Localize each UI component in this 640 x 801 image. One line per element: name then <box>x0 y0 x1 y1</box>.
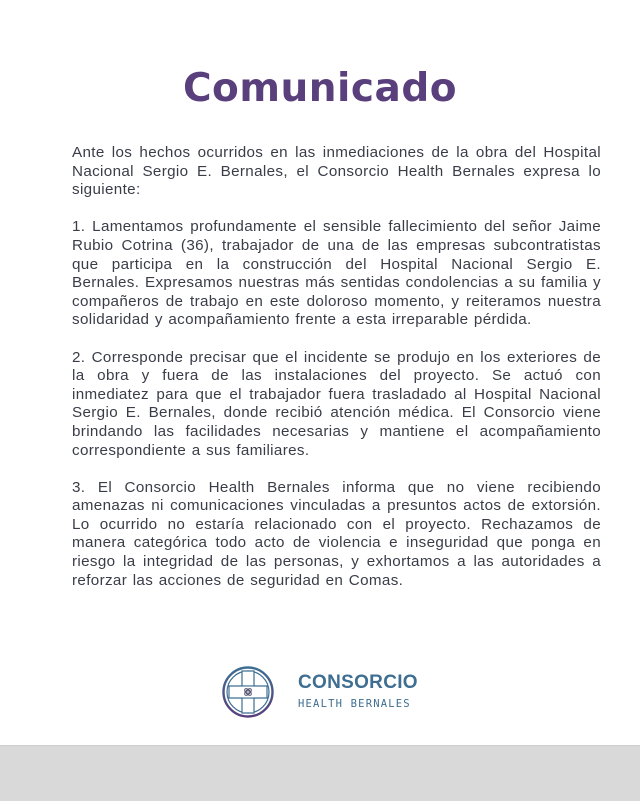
point-3-paragraph: 3. El Consorcio Health Bernales informa que no viene recibiendo amenazas ni comunicaciones vinculadas a presuntos actos de extorsión. Lo ocurrido no estaría relacionado con el proyecto. Rechazamos de manera categórica todo acto de violencia e inseguridad que ponga en riesgo la integridad de las personas, y exhortamos a las autoridades a reforzar las acciones de seguridad en Comas. <box>72 478 601 589</box>
intro-paragraph: Ante los hechos ocurridos en las inmediaciones de la obra del Hospital Nacional Sergio E. Bernales, el Consorcio Health Bernales expresa lo siguiente: <box>72 144 601 199</box>
point-2-paragraph: 2. Corresponde precisar que el incidente se produjo en los exteriores de la obra y fuera de las instalaciones del proyecto. Se actuó con inmediatez para que el trabajador fuera trasladado al Hospital Nacional Sergio E. Bernales, donde recibió atención médica. El Consorcio viene brindando las facilidades necesarias y mantiene el acompañamiento correspondiente a sus familiares. <box>72 348 601 459</box>
logo-wordmark <box>298 672 418 712</box>
medical-cross-circle-icon <box>222 661 274 723</box>
footer-band <box>0 745 640 801</box>
point-1-paragraph: 1. Lamentamos profundamente el sensible fallecimiento del señor Jaime Rubio Cotrina (36), trabajador de una de las empresas subcontratistas que participa en la construcción del Hospital Nacional Sergio E. Bernales. Expresamos nuestras más sentidas condolencias a su familia y compañeros de trabajo en este doloroso momento, y reiteramos nuestra solidaridad y acompañamiento frente a esta irreparable pérdida. <box>72 218 601 329</box>
consorcio-logo <box>222 660 422 724</box>
logo-subtitle: HEALTH BERNALES <box>298 698 411 710</box>
page-title: Comunicado <box>182 66 458 111</box>
logo-title: CONSORCIO <box>298 672 418 693</box>
communique-body <box>72 144 601 609</box>
